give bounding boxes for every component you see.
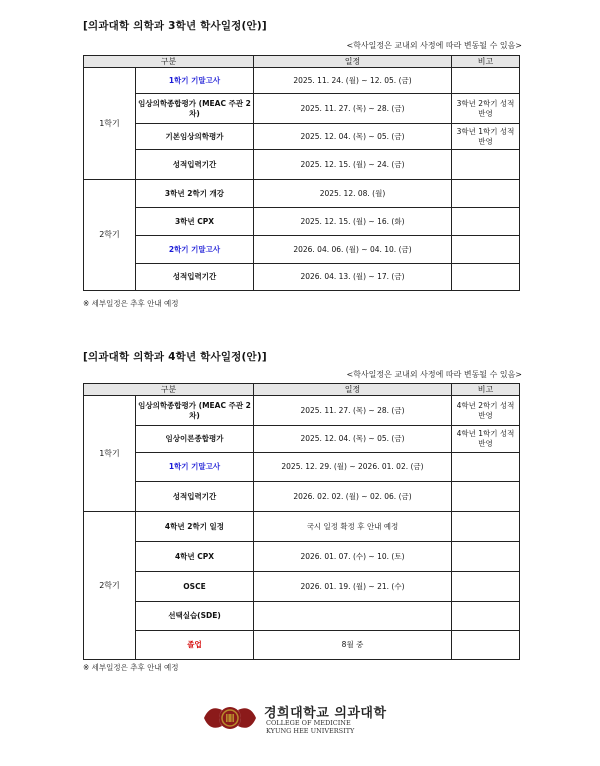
remark-cell: 3학년 2학기 성적 반영 xyxy=(452,94,520,124)
header-schedule: 일정 xyxy=(254,56,452,68)
remark-cell xyxy=(452,68,520,94)
college-logo xyxy=(200,698,420,738)
date-cell: 2025. 12. 15. (월) ~ 16. (화) xyxy=(254,208,452,236)
date-cell: 2025. 12. 29. (월) ~ 2026. 01. 02. (금) xyxy=(254,453,452,482)
table-row xyxy=(84,94,520,124)
date-cell: 8월 중 xyxy=(254,631,452,660)
remark-cell xyxy=(452,236,520,264)
table-row xyxy=(84,124,520,150)
date-cell: 2026. 01. 07. (수) ~ 10. (토) xyxy=(254,542,452,572)
table-row xyxy=(84,512,520,542)
event-cell: OSCE xyxy=(136,572,254,602)
event-cell: 1학기 기말고사 xyxy=(136,453,254,482)
event-cell: 임상의학종합평가 (MEAC 주관 2차) xyxy=(136,396,254,426)
section-title-year4: [의과대학 의학과 4학년 학사일정(안)] xyxy=(83,351,267,363)
event-cell: 성적입력기간 xyxy=(136,264,254,291)
table-row xyxy=(84,602,520,631)
date-cell: 2025. 11. 27. (목) ~ 28. (금) xyxy=(254,396,452,426)
table-row xyxy=(84,150,520,180)
remark-cell: 4학년 2학기 성적 반영 xyxy=(452,396,520,426)
english-line-1: COLLEGE OF MEDICINE xyxy=(266,719,351,727)
college-name-korean: 경희대학교 의과대학 xyxy=(264,706,387,721)
event-cell: 3학년 CPX xyxy=(136,208,254,236)
date-cell: 2025. 11. 27. (목) ~ 28. (금) xyxy=(254,94,452,124)
college-name-english xyxy=(266,719,354,735)
table-row xyxy=(84,236,520,264)
date-cell: 2026. 04. 06. (월) ~ 04. 10. (금) xyxy=(254,236,452,264)
table-row xyxy=(84,572,520,602)
date-cell: 2025. 11. 24. (월) ~ 12. 05. (금) xyxy=(254,68,452,94)
header-schedule: 일정 xyxy=(254,384,452,396)
date-cell: 2025. 12. 08. (월) xyxy=(254,180,452,208)
semester-label: 2학기 xyxy=(84,180,136,291)
section-title-year3: [의과대학 의학과 3학년 학사일정(안)] xyxy=(83,20,267,32)
table-row xyxy=(84,631,520,660)
table-row xyxy=(84,180,520,208)
change-notice: <학사일정은 교내외 사정에 따라 변동될 수 있음> xyxy=(346,370,522,379)
table-row xyxy=(84,482,520,512)
table-row xyxy=(84,68,520,94)
event-cell: 기본임상의학평가 xyxy=(136,124,254,150)
event-cell: 4학년 2학기 일정 xyxy=(136,512,254,542)
english-line-2: KYUNG HEE UNIVERSITY xyxy=(266,727,355,735)
table-row xyxy=(84,426,520,453)
change-notice: <학사일정은 교내외 사정에 따라 변동될 수 있음> xyxy=(346,41,522,50)
semester-label: 1학기 xyxy=(84,68,136,180)
schedule-table-year3 xyxy=(83,55,520,291)
header-category: 구분 xyxy=(84,384,254,396)
university-seal-icon xyxy=(200,700,260,736)
date-cell: 2025. 12. 04. (목) ~ 05. (금) xyxy=(254,124,452,150)
event-cell: 임상이론종합평가 xyxy=(136,426,254,453)
event-cell: 성적입력기간 xyxy=(136,482,254,512)
table-header-row xyxy=(84,56,520,68)
remark-cell xyxy=(452,150,520,180)
remark-cell xyxy=(452,264,520,291)
remark-cell xyxy=(452,631,520,660)
remark-cell xyxy=(452,602,520,631)
remark-cell xyxy=(452,180,520,208)
date-cell: 2026. 01. 19. (월) ~ 21. (수) xyxy=(254,572,452,602)
table-row xyxy=(84,542,520,572)
event-cell: 성적입력기간 xyxy=(136,150,254,180)
date-cell: 2025. 12. 15. (월) ~ 24. (금) xyxy=(254,150,452,180)
date-cell: 국시 일정 확정 후 안내 예정 xyxy=(254,512,452,542)
event-cell: 3학년 2학기 개강 xyxy=(136,180,254,208)
event-cell: 선택실습(SDE) xyxy=(136,602,254,631)
event-cell: 2학기 기말고사 xyxy=(136,236,254,264)
remark-cell xyxy=(452,512,520,542)
remark-cell xyxy=(452,208,520,236)
date-cell: 2026. 02. 02. (월) ~ 02. 06. (금) xyxy=(254,482,452,512)
table-row xyxy=(84,208,520,236)
table-row xyxy=(84,264,520,291)
footnote: ※ 세부일정은 추후 안내 예정 xyxy=(83,299,179,308)
date-cell: 2026. 04. 13. (월) ~ 17. (금) xyxy=(254,264,452,291)
event-cell: 임상의학종합평가 (MEAC 주관 2차) xyxy=(136,94,254,124)
date-cell xyxy=(254,602,452,631)
event-cell: 졸업 xyxy=(136,631,254,660)
table-header-row xyxy=(84,384,520,396)
footnote: ※ 세부일정은 추후 안내 예정 xyxy=(83,663,179,672)
remark-cell xyxy=(452,572,520,602)
remark-cell: 4학년 1학기 성적 반영 xyxy=(452,426,520,453)
header-category: 구분 xyxy=(84,56,254,68)
header-remark: 비고 xyxy=(452,56,520,68)
table-row xyxy=(84,396,520,426)
remark-cell: 3학년 1학기 성적 반영 xyxy=(452,124,520,150)
semester-label: 1학기 xyxy=(84,396,136,512)
table-row xyxy=(84,453,520,482)
remark-cell xyxy=(452,482,520,512)
date-cell: 2025. 12. 04. (목) ~ 05. (금) xyxy=(254,426,452,453)
semester-label: 2학기 xyxy=(84,512,136,660)
remark-cell xyxy=(452,542,520,572)
remark-cell xyxy=(452,453,520,482)
event-cell: 1학기 기말고사 xyxy=(136,68,254,94)
event-cell: 4학년 CPX xyxy=(136,542,254,572)
schedule-table-year4 xyxy=(83,383,520,660)
header-remark: 비고 xyxy=(452,384,520,396)
